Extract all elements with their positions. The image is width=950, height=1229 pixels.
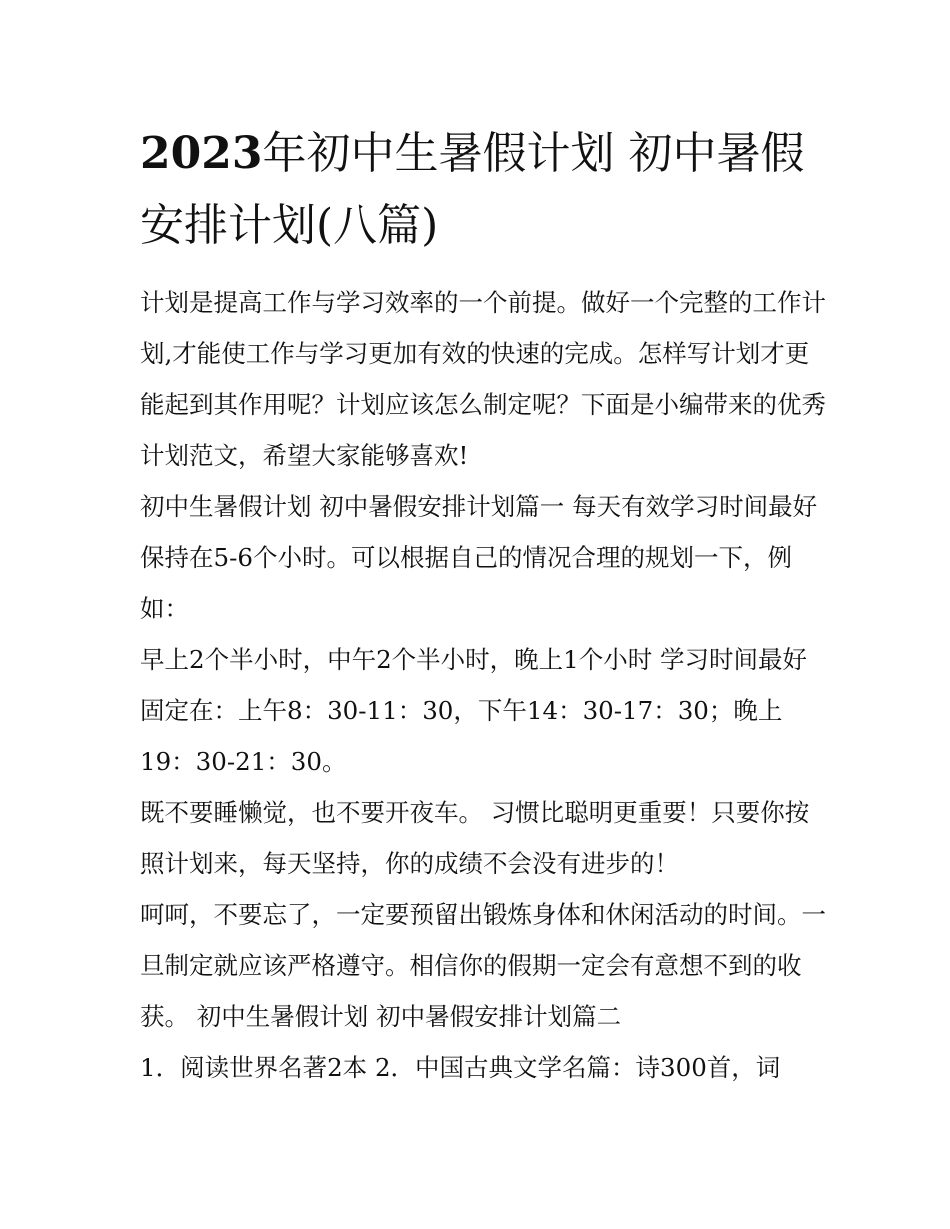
document-title xyxy=(140,118,820,262)
document-body xyxy=(140,277,830,1093)
title-year: 2023 xyxy=(140,128,263,179)
paragraph-habits: 既不要睡懒觉，也不要开夜车。 习惯比聪明更重要！只要你按照计划来，每天坚持，你的成绩不会没有进步的！ xyxy=(140,798,810,878)
paragraph-intro: 计划是提高工作与学习效率的一个前提。做好一个完整的工作计划,才能使工作与学习更加有效的快速的完成。怎样写计划才更能起到其作用呢？计划应该怎么制定呢？下面是小编带来的优秀计划范文，希望大家能够喜欢! xyxy=(140,288,826,470)
paragraph-schedule: 早上2个半小时，中午2个半小时，晚上1个小时 学习时间最好固定在：上午8：30-11：30，下午14：30-17：30；晚上19：30-21：30。 xyxy=(140,645,808,776)
paragraph-reading-list: 1．阅读世界名著2本 2．中国古典文学名篇：诗300首，词 xyxy=(140,1053,781,1082)
paragraph-rest-time: 呵呵，不要忘了，一定要预留出锻炼身体和休闲活动的时间。一旦制定就应该严格遵守。相信你的假期一定会有意想不到的收获。 初中生暑假计划 初中暑假安排计划篇二 xyxy=(140,900,826,1031)
paragraph-plan-one: 初中生暑假计划 初中暑假安排计划篇一 每天有效学习时间最好保持在5-6个小时。可以根据自己的情况合理的规划一下，例如： xyxy=(140,492,818,623)
title-text: 年初中生暑假计划 初中暑假安排计划(八篇) xyxy=(140,128,805,251)
